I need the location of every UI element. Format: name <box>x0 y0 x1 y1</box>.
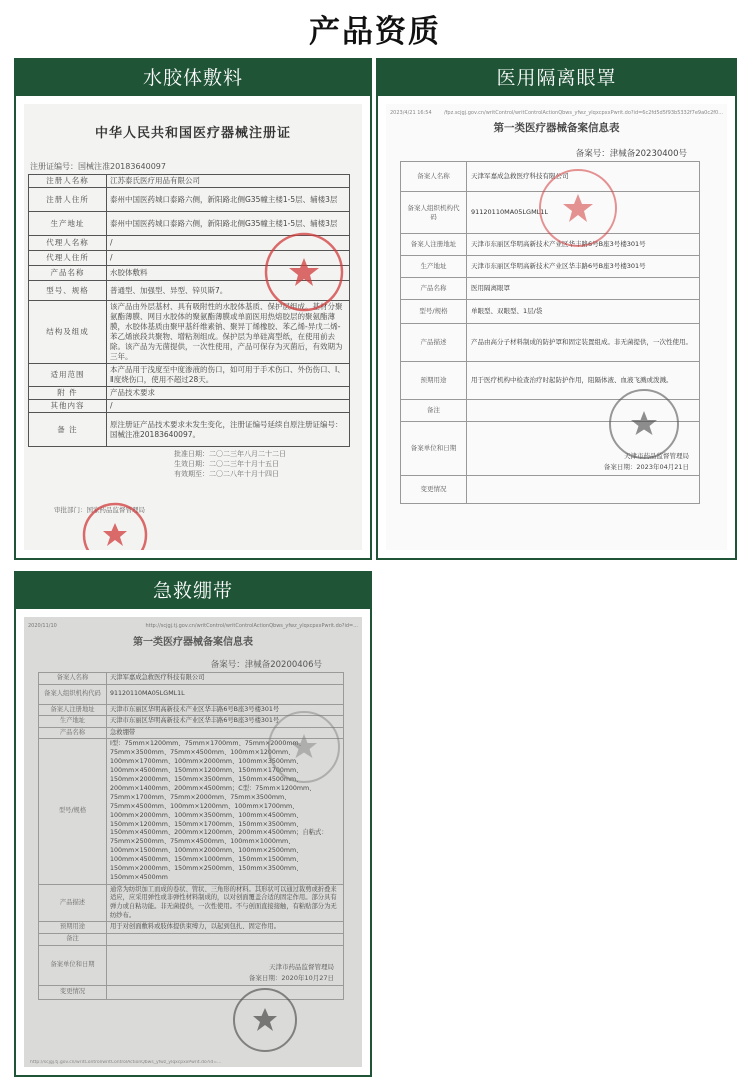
browser-url-bar <box>386 104 727 116</box>
table-row <box>39 704 344 716</box>
row-label: 其他内容 <box>29 400 107 413</box>
table-row <box>39 673 344 685</box>
row-label: 变更情况 <box>401 476 467 504</box>
row-label: 备案单位和日期 <box>39 945 107 985</box>
table-row <box>401 476 700 504</box>
print-url: /fpz.scjgj.gov.cn/writControl/writControlActionQbws_yfwz_ylqxcpxxPwrit.do?id=6c2fd5d5f93b5332f7e9a0c2f0... <box>443 110 723 116</box>
record-date: 备案日期：2023年04月21日 <box>603 463 689 471</box>
row-value <box>467 400 700 422</box>
row-value: 原注册证产品技术要求未发生变化，注册证编号延续自原注册证编号：国械注准20183640097。 <box>107 413 350 447</box>
record-number: 备案号：津械备20230400号 <box>575 149 687 159</box>
table-row <box>401 234 700 256</box>
row-value: 急救绷带 <box>107 727 344 739</box>
row-label: 产品描述 <box>39 884 107 921</box>
row-label: 注册人名称 <box>29 175 107 188</box>
table-row <box>29 400 350 413</box>
approval-date: 批准日期：二〇二三年八月二十二日 <box>174 450 286 458</box>
table-row <box>29 212 350 236</box>
row-label: 产品描述 <box>401 324 467 362</box>
record-information-sheet <box>386 104 727 550</box>
row-label: 附 件 <box>29 387 107 400</box>
row-value: 水胶体敷料 <box>107 266 350 281</box>
row-label: 备案单位和日期 <box>401 422 467 476</box>
row-label: 型号/规格 <box>401 300 467 324</box>
row-label: 产品名称 <box>401 278 467 300</box>
row-label: 备注 <box>401 400 467 422</box>
registration-number: 注册证编号：国械注准20183640097 <box>30 162 166 171</box>
row-label: 预期用途 <box>401 362 467 400</box>
certificate-image <box>24 104 362 550</box>
table-row <box>39 684 344 704</box>
table-row <box>401 300 700 324</box>
issuing-authority: 天津市药品监督管理局 <box>624 452 689 460</box>
row-value: 该产品由外层基材、具有吸附性的水胶体基质、保护层组成。基材分聚氨酯薄膜、网目水胶体的聚氨酯薄膜或单面医用热熔胶层的聚氨酯薄膜，水胶体基质由聚甲基纤维素钠、聚异丁烯橡胶、苯乙烯-异戊二烯-苯乙烯嵌段共聚物、增粘剂组成。保护层为单硅离型纸，在使用前去除。该产品为无菌提供，一次性使用，产品可保存为灭菌后，有效期为三年。 <box>107 301 350 364</box>
table-row <box>29 364 350 387</box>
row-value: 产品技术要求 <box>107 387 350 400</box>
panel-medical-isolation-eye-mask <box>376 58 737 560</box>
row-value: / <box>107 236 350 251</box>
record-title: 第一类医疗器械备案信息表 <box>133 637 253 648</box>
row-value: / <box>107 400 350 413</box>
table-row <box>401 324 700 362</box>
table-row <box>29 266 350 281</box>
row-value: 91120110MA05LGML1L <box>107 684 344 704</box>
print-url: http://scjgj.tj.gov.cn/writControl/writControlActionQbws_yfwz_ylqxcpxxPwrit.do?id=... <box>145 623 358 629</box>
panel-header: 急救绷带 <box>16 573 370 609</box>
row-value: 单眼型、双眼型、1层/袋 <box>467 300 700 324</box>
row-label: 产品名称 <box>29 266 107 281</box>
page-title: 产品资质 <box>309 14 441 50</box>
row-value: 用于医疗机构中检查治疗时起防护作用，阻隔体液、血液飞溅或泼溅。 <box>467 362 700 400</box>
row-value: / <box>107 251 350 266</box>
table-row <box>39 884 344 921</box>
table-row <box>401 192 700 234</box>
row-label: 备案人组织机构代码 <box>39 684 107 704</box>
row-value: I型：75mm×1200mm、75mm×1700mm、75mm×2000mm、75mm×3500mm、75mm×4500mm、100mm×1200mm、100mm×1700mm、100mm×2000mm、100mm×3500mm、100mm×4500mm、150mm×1200mm、150mm×1700mm、150mm×2000mm、150mm×3500mm、150mm×4500mm、200mm×1400mm、200mm×4500mm；C型：75mm×1200mm、75mm×1700mm、75mm×2000mm、75mm×3500mm、75mm×4500mm、100mm×1200mm、100mm×1700mm、100mm×2000mm、100mm×3500mm、100mm×4500mm、150mm×1200mm、150mm×1700mm、150mm×3500mm、150mm×4500mm、200mm×1200mm、200mm×4500mm；自粘式：75mm×2500mm、75mm×4500mm、100mm×1000mm、100mm×1500mm、100mm×2000mm、100mm×2500mm、100mm×4500mm、150mm×1000mm、150mm×1500mm、150mm×2000mm、150mm×2500mm、150mm×3500mm、150mm×4500mm <box>107 739 344 885</box>
row-value <box>107 985 344 999</box>
table-row <box>401 400 700 422</box>
row-label: 预期用途 <box>39 922 107 934</box>
row-label: 型号、规格 <box>29 281 107 301</box>
table-row <box>39 739 344 885</box>
row-value: 普通型、加强型、异型、锌贝斯7。 <box>107 281 350 301</box>
row-label: 生产地址 <box>29 212 107 236</box>
row-value: 产品由高分子材料制成的防护罩和固定装置组成。非无菌提供，一次性使用。 <box>467 324 700 362</box>
table-row <box>29 281 350 301</box>
row-value: 用于对创面敷料或肢体提供束缚力，以起到包扎、固定作用。 <box>107 922 344 934</box>
table-row <box>401 162 700 192</box>
table-row <box>401 278 700 300</box>
row-value: 天津市东丽区华明高新技术产业区华丰路6号B座3号楼301号 <box>107 704 344 716</box>
panel-hydrocolloid-dressing <box>14 58 372 560</box>
table-row <box>401 422 700 476</box>
table-row <box>39 985 344 999</box>
row-value: 天津市东丽区华明高新技术产业区华丰路6号B座3号楼301号 <box>467 234 700 256</box>
row-value: 天津军嘉成急救医疗科技有限公司 <box>467 162 700 192</box>
row-label: 代理人名称 <box>29 236 107 251</box>
record-table <box>400 161 700 504</box>
print-timestamp: 2020/11/10 <box>28 623 57 629</box>
expiry-date: 有效期至：二〇二八年十月十四日 <box>174 470 279 478</box>
row-value: 天津市东丽区华明高新技术产业区华丰路6号B座3号楼301号 <box>107 716 344 728</box>
table-row <box>29 236 350 251</box>
table-row <box>29 251 350 266</box>
row-value: 泰州中国医药城口泰路六侧，新阳路北侧G35幢主楼1-5层、辅楼3层 <box>107 188 350 212</box>
row-value: 泰州中国医药城口泰路六侧，新阳路北侧G35幢主楼1-5层、辅楼3层 <box>107 212 350 236</box>
panel-header: 水胶体敷料 <box>16 60 370 96</box>
table-row <box>39 945 344 985</box>
row-label: 结构及组成 <box>29 301 107 364</box>
row-label: 备案人名称 <box>401 162 467 192</box>
row-label: 生产地址 <box>401 256 467 278</box>
row-value: 天津军嘉成急救医疗科技有限公司 <box>107 673 344 685</box>
record-information-sheet <box>24 617 362 1067</box>
row-value <box>107 933 344 945</box>
row-label: 备案人注册地址 <box>401 234 467 256</box>
record-title: 第一类医疗器械备案信息表 <box>493 122 620 134</box>
row-value: 江苏泰氏医疗用品有限公司 <box>107 175 350 188</box>
record-image <box>24 617 362 1067</box>
row-value: 本产品用于浅度至中度渗液的伤口，如可用于手术伤口、外伤伤口、Ⅰ、Ⅱ度烧伤口，使用不超过28天。 <box>107 364 350 387</box>
table-row <box>401 256 700 278</box>
row-label: 生产地址 <box>39 716 107 728</box>
record-table <box>38 672 344 1000</box>
row-value: 91120110MA05LGML1L <box>467 192 700 234</box>
row-label: 备 注 <box>29 413 107 447</box>
table-row <box>401 362 700 400</box>
table-row <box>29 387 350 400</box>
certificate-title: 中华人民共和国医疗器械注册证 <box>94 126 291 141</box>
table-row <box>39 727 344 739</box>
table-row <box>39 933 344 945</box>
panel-header: 医用隔离眼罩 <box>378 60 735 96</box>
row-label: 适用范围 <box>29 364 107 387</box>
row-value <box>467 476 700 504</box>
row-value: 天津市东丽区华明高新技术产业区华丰路6号B座3号楼301号 <box>467 256 700 278</box>
issuing-department: 审批部门：国家药品监督管理局 <box>54 506 145 514</box>
print-timestamp: 2023/4/21 16:54 <box>390 110 432 116</box>
row-value: 通常为纺织加工而成的卷状、管状、三角形的材料。其形状可以通过裁剪或折叠来适应，应采用弹性或非弹性材料制成的，以对创面覆盖合适的固定作用。部分具有弹力或自粘功能。非无菌提供，一次性使用。不与创面直接接触，有粘贴部分为无纺纱布。 <box>107 884 344 921</box>
record-date: 备案日期：2020年10月27日 <box>248 973 334 982</box>
row-label: 变更情况 <box>39 985 107 999</box>
row-value <box>467 422 700 476</box>
row-label: 备案人组织机构代码 <box>401 192 467 234</box>
row-label: 产品名称 <box>39 727 107 739</box>
issuing-authority: 天津市药品监督管理局 <box>269 962 334 971</box>
panel-first-aid-bandage <box>14 571 372 1077</box>
print-footer-url: http://scjgj.tj.gov.cn/writControl/writControlActionQbws_yfwz_ylqxcpxxPwrit.do?id=... <box>30 1060 222 1065</box>
table-row <box>29 413 350 447</box>
browser-url-bar <box>24 617 362 629</box>
row-label: 备案人注册地址 <box>39 704 107 716</box>
row-label: 注册人住所 <box>29 188 107 212</box>
registration-certificate <box>24 104 362 550</box>
table-row <box>29 175 350 188</box>
effective-date: 生效日期：二〇二三年十月十五日 <box>174 460 279 468</box>
record-image <box>386 104 727 550</box>
row-value <box>107 945 344 985</box>
record-number: 备案号：津械备20200406号 <box>210 660 322 670</box>
row-label: 代理人住所 <box>29 251 107 266</box>
row-label: 备注 <box>39 933 107 945</box>
row-label: 型号/规格 <box>39 739 107 885</box>
table-row <box>29 301 350 364</box>
table-row <box>39 922 344 934</box>
certificate-table <box>28 174 350 447</box>
table-row <box>39 716 344 728</box>
row-label: 备案人名称 <box>39 673 107 685</box>
row-value: 医用隔离眼罩 <box>467 278 700 300</box>
table-row <box>29 188 350 212</box>
